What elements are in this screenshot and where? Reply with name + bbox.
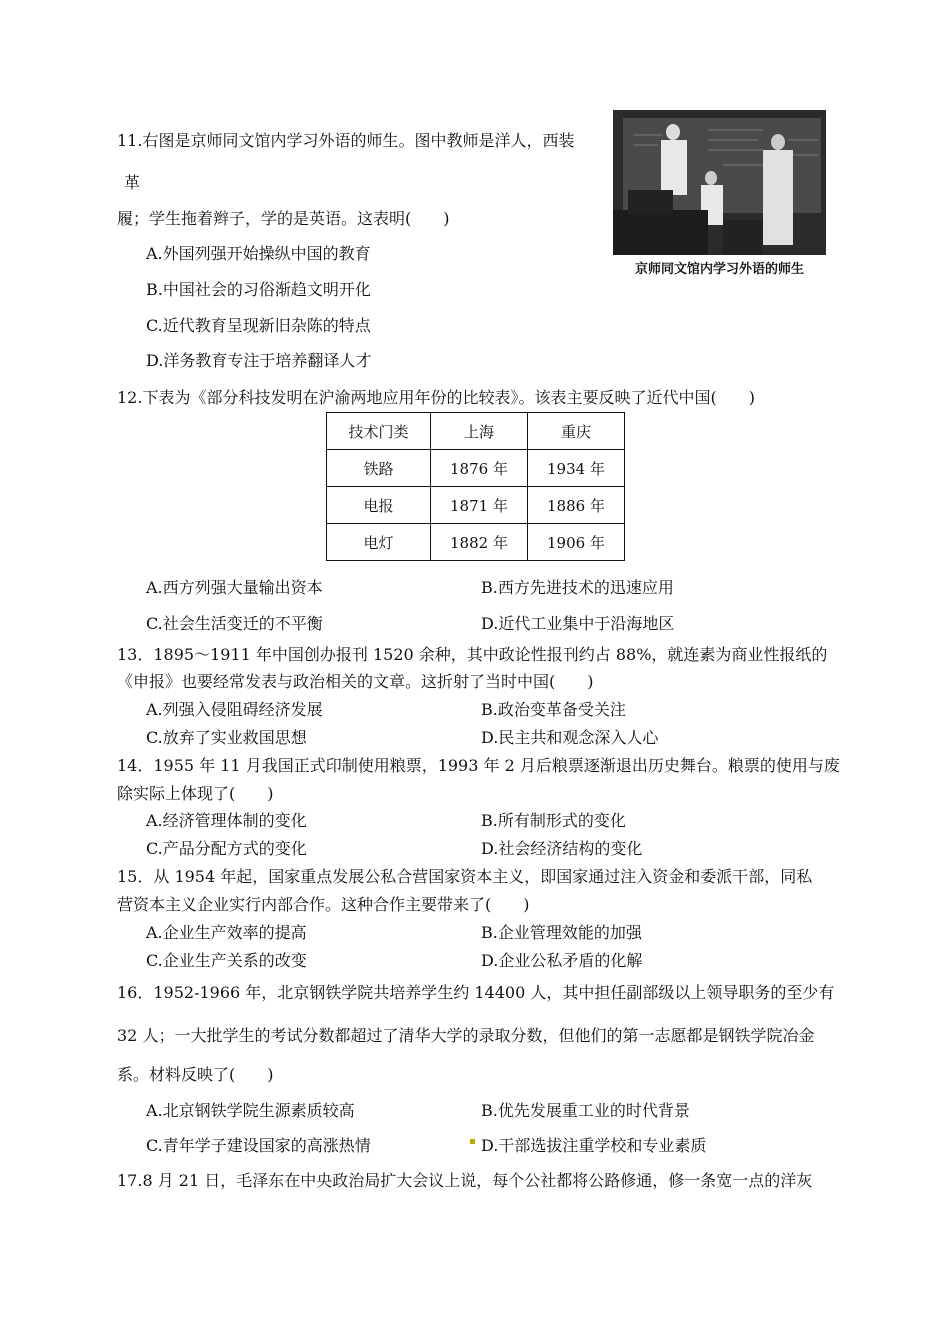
q12-option-b: B.西方先进技术的迅速应用 (481, 578, 674, 597)
q12-option-c: C.社会生活变迁的不平衡 (146, 614, 323, 633)
q11-option-c: C.近代教育呈现新旧杂陈的特点 (146, 316, 371, 335)
q12-option-a: A.西方列强大量输出资本 (146, 578, 323, 597)
table-header-cell: 上海 (431, 413, 528, 450)
table-cell: 1906 年 (528, 524, 625, 561)
q13-stem-line1: 13．1895～1911 年中国创办报刊 1520 余种，其中政论性报刊约占 88%，就连素为商业性报纸的 (117, 645, 828, 664)
q13-stem-line2: 《申报》也要经常发表与政治相关的文章。这折射了当时中国( ) (117, 672, 594, 691)
q11-stem-line2: 革 (124, 173, 141, 192)
q13-option-d: D.民主共和观念深入人心 (481, 728, 659, 747)
q15-option-a: A.企业生产效率的提高 (146, 923, 307, 942)
q12-stem: 12.下表为《部分科技发明在沪渝两地应用年份的比较表》。该表主要反映了近代中国( ) (117, 388, 755, 407)
q11-stem-line3: 履；学生拖着辫子，学的是英语。这表明( ) (117, 209, 450, 228)
q14-stem-line1: 14．1955 年 11 月我国正式印制使用粮票，1993 年 2 月后粮票逐渐退出历史舞台。粮票的使用与废 (117, 756, 840, 775)
q13-option-b: B.政治变革备受关注 (481, 700, 626, 719)
q15-stem-line1: 15．从 1954 年起，国家重点发展公私合营国家资本主义，即国家通过注入资金和委派干部，同私 (117, 867, 813, 886)
q17-stem-line1: 17.8 月 21 日，毛泽东在中央政治局扩大会议上说，每个公社都将公路修通，修一条宽一点的洋灰 (117, 1171, 813, 1190)
table-cell: 1934 年 (528, 450, 625, 487)
table-header-row (327, 413, 625, 450)
q11-stem-line1: 11.右图是京师同文馆内学习外语的师生。图中教师是洋人，西装 (117, 131, 575, 150)
photo-caption: 京师同文馆内学习外语的师生 (634, 262, 804, 277)
q12-option-d: D.近代工业集中于沿海地区 (481, 614, 675, 633)
table-cell: 电灯 (327, 524, 431, 561)
q14-option-d: D.社会经济结构的变化 (481, 839, 643, 858)
q16-stem-line1: 16．1952-1966 年，北京钢铁学院共培养学生约 14400 人，其中担任副部级以上领导职务的至少有 (117, 983, 835, 1002)
table-row (327, 487, 625, 524)
q15-stem-line2: 营资本主义企业实行内部合作。这种合作主要带来了( ) (117, 895, 530, 914)
q14-option-a: A.经济管理体制的变化 (146, 811, 307, 830)
q16-option-b: B.优先发展重工业的时代背景 (481, 1101, 690, 1120)
table-cell: 1882 年 (431, 524, 528, 561)
q13-option-a: A.列强入侵阻碍经济发展 (146, 700, 323, 719)
table-cell: 1886 年 (528, 487, 625, 524)
classroom-photo (613, 110, 826, 255)
table-cell: 1871 年 (431, 487, 528, 524)
table-row (327, 524, 625, 561)
q15-option-d: D.企业公私矛盾的化解 (481, 951, 643, 970)
table-header-cell: 技术门类 (327, 413, 431, 450)
q16-option-d: D.干部选拔注重学校和专业素质 (481, 1136, 707, 1155)
q14-option-b: B.所有制形式的变化 (481, 811, 626, 830)
q14-option-c: C.产品分配方式的变化 (146, 839, 307, 858)
q16-option-a: A.北京钢铁学院生源素质较高 (146, 1101, 355, 1120)
q11-option-b: B.中国社会的习俗渐趋文明开化 (146, 280, 371, 299)
tech-comparison-table (326, 412, 625, 561)
q16-stem-line3: 系。材料反映了( ) (117, 1065, 274, 1084)
q16-option-c: C.青年学子建设国家的高涨热情 (146, 1136, 371, 1155)
table-cell: 铁路 (327, 450, 431, 487)
table-row (327, 450, 625, 487)
stray-mark (470, 1139, 475, 1144)
q11-option-d: D.洋务教育专注于培养翻译人才 (146, 351, 372, 370)
q11-option-a: A.外国列强开始操纵中国的教育 (146, 244, 371, 263)
q13-option-c: C.放弃了实业救国思想 (146, 728, 307, 747)
q16-stem-line2: 32 人；一大批学生的考试分数都超过了清华大学的录取分数，但他们的第一志愿都是钢铁学院冶金 (117, 1026, 815, 1045)
q15-option-b: B.企业管理效能的加强 (481, 923, 642, 942)
table-header-cell: 重庆 (528, 413, 625, 450)
q15-option-c: C.企业生产关系的改变 (146, 951, 307, 970)
table-cell: 1876 年 (431, 450, 528, 487)
table-cell: 电报 (327, 487, 431, 524)
q14-stem-line2: 除实际上体现了( ) (117, 784, 274, 803)
